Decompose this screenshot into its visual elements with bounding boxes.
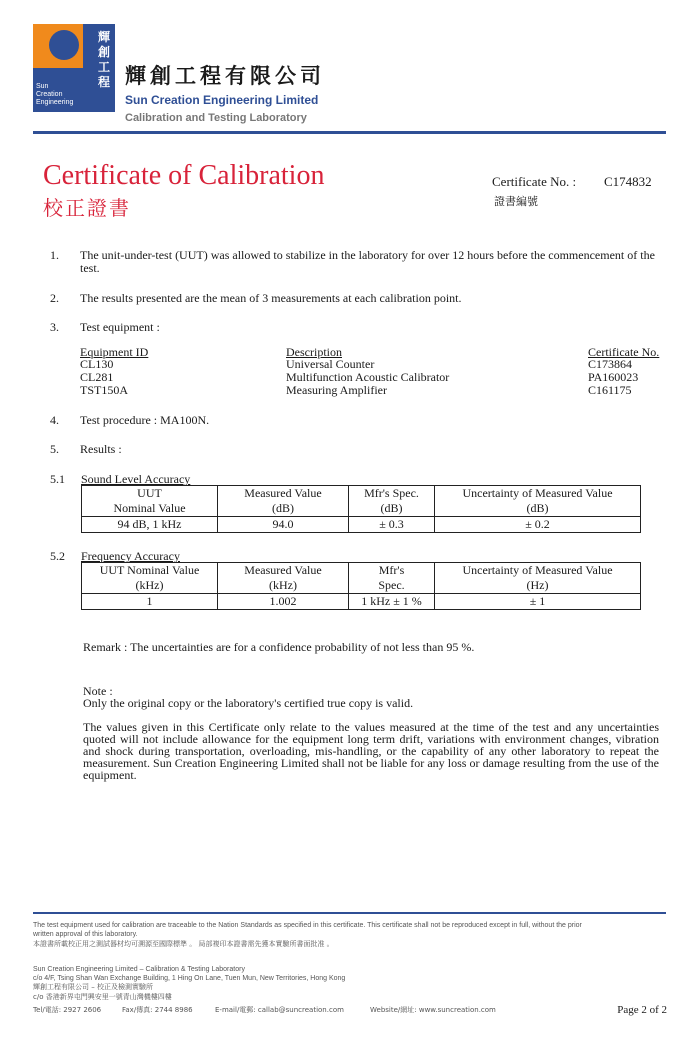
table-header-cell: Measured Value (dB) — [218, 486, 349, 517]
sound-level-table — [81, 485, 641, 533]
equipment-id-header: Equipment ID — [80, 345, 149, 359]
page-number: Page 2 of 2 — [617, 1004, 667, 1016]
equipment-certificate: C173864 — [588, 357, 633, 371]
table-cell: 94 dB, 1 kHz — [82, 517, 218, 533]
item-test-procedure: Test procedure : MA100N. — [80, 413, 210, 427]
table-cell: 1 kHz ± 1 % — [349, 594, 435, 610]
company-name-english: Sun Creation Engineering Limited — [125, 93, 319, 107]
table-header-cell: Uncertainty of Measured Value (dB) — [435, 486, 641, 517]
footer-email: E-mail/電郵: callab@suncreation.com — [215, 1006, 344, 1014]
table-header-cell: Uncertainty of Measured Value (Hz) — [435, 563, 641, 594]
equipment-certificate-header: Certificate No. — [588, 345, 660, 359]
item-test-equipment-label: Test equipment : — [80, 320, 160, 334]
table-header-row — [82, 486, 641, 517]
footer-disclaimer-line1: The test equipment used for calibration are traceable to the Nation Standards as specified in this certificate. This certificate shall not be reproduced except in full, without the prior — [33, 922, 582, 929]
logo-chinese-characters: 輝 創 工 程 — [97, 30, 110, 89]
table-header-cell: UUT Nominal Value — [82, 486, 218, 517]
remark-text: Remark : The uncertainties are for a confidence probability of not less than 95 %. — [83, 640, 475, 654]
table-header-cell: UUT Nominal Value (kHz) — [82, 563, 218, 594]
equipment-id: TST150A — [80, 383, 128, 397]
frequency-accuracy-title: Frequency Accuracy — [81, 549, 180, 563]
footer-address-line1: Sun Creation Engineering Limited – Calibration & Testing Laboratory — [33, 966, 245, 973]
certificate-number-label-chinese: 證書編號 — [494, 195, 538, 208]
logo-circle — [49, 30, 79, 60]
item-results-mean-text: The results presented are the mean of 3 measurements at each calibration point. — [80, 291, 462, 305]
item-number: 3. — [50, 320, 59, 334]
table-cell: ± 0.3 — [349, 517, 435, 533]
equipment-id: CL130 — [80, 357, 114, 371]
laboratory-name: Calibration and Testing Laboratory — [125, 112, 307, 124]
logo-english-text: Sun Creation Engineering — [36, 83, 74, 106]
table-header-cell: Measured Value (kHz) — [218, 563, 349, 594]
equipment-description: Universal Counter — [286, 357, 375, 371]
item-results-label: Results : — [80, 442, 122, 456]
certificate-number-label: Certificate No. : — [492, 174, 577, 189]
footer-fax: Fax/傳真: 2744 8986 — [122, 1006, 193, 1014]
table-cell: ± 1 — [435, 594, 641, 610]
equipment-id: CL281 — [80, 370, 114, 384]
table-cell: 94.0 — [218, 517, 349, 533]
footer-website: Website/網址: www.suncreation.com — [370, 1006, 496, 1014]
equipment-description: Multifunction Acoustic Calibrator — [286, 370, 450, 384]
footer-disclaimer-line2: written approval of this laboratory. — [33, 931, 138, 938]
table-header-row — [82, 563, 641, 594]
section-number: 5.1 — [50, 472, 65, 486]
equipment-certificate: PA160023 — [588, 370, 639, 384]
table-cell: 1.002 — [218, 594, 349, 610]
table-header-cell: Mfr's Spec. (dB) — [349, 486, 435, 517]
footer-rule — [33, 912, 666, 914]
note-disclaimer-paragraph: The values given in this Certificate only relate to the values measured at the time of the test and any uncertainties quoted will not include allowance for the equipment long term drift, variations with environment changes, vibration and shock during transportation, overloading, mis-handling, or the capability of any other laboratory to repeat the measurement. Sun Creation Engineering Limited shall not be liable for any loss or damage resulting from the use of the equipment. — [83, 720, 659, 782]
footer-address-chinese-line1: 輝創工程有限公司 – 校正及檢測實驗所 — [33, 983, 153, 991]
equipment-description-header: Description — [286, 345, 342, 359]
equipment-certificate: C161175 — [588, 383, 632, 397]
table-header-cell: Mfr's Spec. — [349, 563, 435, 594]
table-cell: ± 0.2 — [435, 517, 641, 533]
sound-level-accuracy-title: Sound Level Accuracy — [81, 472, 191, 486]
company-name-chinese: 輝創工程有限公司 — [125, 64, 325, 88]
footer-address-line2: c/o 4/F, Tsing Shan Wan Exchange Building, 1 Hing On Lane, Tuen Mun, New Territories, Hong Kong — [33, 975, 346, 982]
certificate-title-chinese: 校正證書 — [43, 196, 131, 220]
certificate-number-value: C174832 — [604, 174, 652, 189]
footer-disclaimer-chinese: 本證書所載校正用之測試器材均可溯源至國際標準 。 局部複印本證書需先獲本實驗所書面批准 。 — [33, 940, 334, 948]
item-stabilization-text: The unit-under-test (UUT) was allowed to stabilize in the laboratory for over 12 hours before the commencement of the test. — [80, 248, 655, 275]
footer-telephone: Tel/電話: 2927 2606 — [33, 1006, 102, 1014]
certificate-title: Certificate of Calibration — [43, 160, 325, 191]
header-rule — [33, 131, 666, 134]
note-label: Note : — [83, 684, 113, 698]
table-cell: 1 — [82, 594, 218, 610]
item-number: 4. — [50, 413, 59, 427]
table-row — [82, 594, 641, 610]
item-number: 5. — [50, 442, 59, 456]
company-logo — [33, 24, 115, 112]
item-number: 2. — [50, 291, 59, 305]
equipment-description: Measuring Amplifier — [286, 383, 387, 397]
note-original-copy: Only the original copy or the laboratory's certified true copy is valid. — [83, 696, 414, 710]
table-row — [82, 517, 641, 533]
item-number: 1. — [50, 248, 59, 262]
section-number: 5.2 — [50, 549, 65, 563]
frequency-table — [81, 562, 641, 610]
footer-address-chinese-line2: c/o 香港新界屯門興安里一號青山灣機樓四樓 — [33, 993, 172, 1001]
